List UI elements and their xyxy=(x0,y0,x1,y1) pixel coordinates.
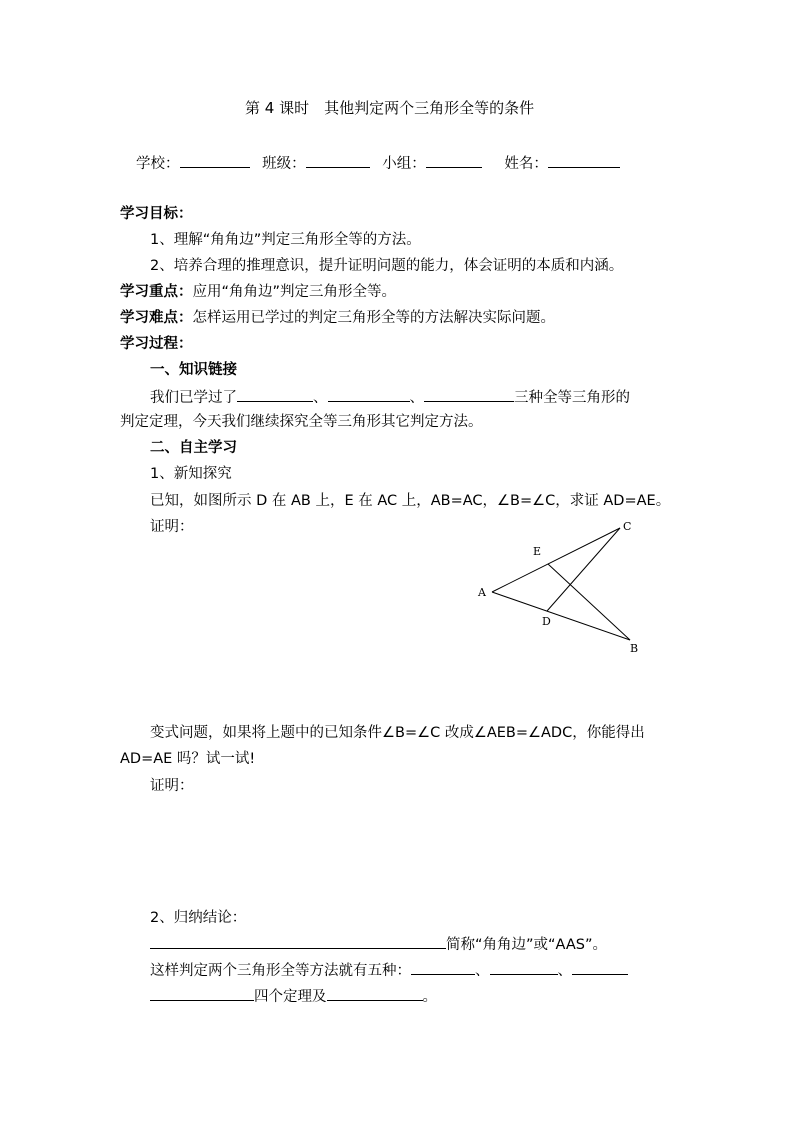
period: 。 xyxy=(422,989,437,1005)
name-blank[interactable] xyxy=(548,152,620,168)
difficulty-label: 学习难点： xyxy=(120,310,193,326)
class-label: 班级： xyxy=(262,156,306,172)
triangle-figure xyxy=(470,512,650,662)
sep: 、 xyxy=(409,390,424,406)
key-point xyxy=(120,282,396,302)
conclusion-line3 xyxy=(150,985,437,1007)
point-label-b: B xyxy=(630,642,639,655)
class-blank[interactable] xyxy=(306,152,370,168)
four-theorems-text: 四个定理及 xyxy=(254,989,327,1005)
point-label-e: E xyxy=(533,545,542,558)
segment-ab xyxy=(492,592,630,640)
header-fields xyxy=(136,152,620,174)
process-heading: 学习过程： xyxy=(120,336,193,352)
knowledge-link-suffix: 三种全等三角形的 xyxy=(514,390,630,406)
point-label-d: D xyxy=(542,615,551,628)
conclusion-line1 xyxy=(150,933,607,955)
point-label-a: A xyxy=(478,586,486,599)
key-point-text: 应用“角角边”判定三角形全等。 xyxy=(192,284,397,300)
difficulty xyxy=(120,308,555,328)
method-blank-1[interactable] xyxy=(411,959,475,975)
method-blank-2[interactable] xyxy=(490,959,558,975)
five-methods-prefix: 这样判定两个三角形全等方法就有五种： xyxy=(150,963,411,979)
knowledge-link-prefix: 我们已学过了 xyxy=(150,390,237,406)
school-blank[interactable] xyxy=(180,152,250,168)
group-label: 小组： xyxy=(382,156,426,172)
sub-heading-explore: 1、新知探究 xyxy=(150,466,232,482)
theorem-blank-2[interactable] xyxy=(328,386,410,402)
group-blank[interactable] xyxy=(426,152,482,168)
knowledge-link-line1 xyxy=(150,386,630,408)
sub-heading-conclusion: 2、归纳结论： xyxy=(150,910,247,926)
point-label-c: C xyxy=(623,520,632,533)
given-statement: 已知，如图所示 D 在 AB 上，E 在 AC 上，AB=AC，∠B=∠C，求证 AD=AE。 xyxy=(150,493,671,509)
proof-label: 证明： xyxy=(150,519,194,535)
theorem-blank-3[interactable] xyxy=(424,386,514,402)
objectives-heading: 学习目标： xyxy=(120,206,193,222)
page-title: 第 4 课时 其他判定两个三角形全等的条件 xyxy=(245,99,535,117)
sep: 、 xyxy=(475,963,490,979)
difficulty-text: 怎样运用已学过的判定三角形全等的方法解决实际问题。 xyxy=(192,310,555,326)
segment-be xyxy=(548,564,630,640)
theorem-blank-1[interactable] xyxy=(237,386,313,402)
knowledge-link-line2: 判定定理，今天我们继续探究全等三角形其它判定方法。 xyxy=(120,414,483,430)
variant-question-line1: 变式问题，如果将上题中的已知条件∠B=∠C 改成∠AEB=∠ADC，你能得出 xyxy=(150,725,645,741)
objective-item-1: 1、理解“角角边”判定三角形全等的方法。 xyxy=(150,232,421,248)
objective-item-2: 2、培养合理的推理意识，提升证明问题的能力，体会证明的本质和内涵。 xyxy=(150,258,624,274)
method-blank-3[interactable] xyxy=(572,959,628,975)
conclusion-blank[interactable] xyxy=(150,933,446,949)
conclusion-line2 xyxy=(150,959,628,981)
section2-heading: 二、自主学习 xyxy=(150,440,237,456)
segment-cd xyxy=(547,528,620,611)
sep: 、 xyxy=(313,390,328,406)
school-label: 学校： xyxy=(136,156,180,172)
method-blank-4[interactable] xyxy=(150,985,254,1001)
name-label: 姓名： xyxy=(504,156,548,172)
key-point-label: 学习重点： xyxy=(120,284,193,300)
variant-question-line2: AD=AE 吗？试一试! xyxy=(120,751,256,767)
proof-label-2: 证明： xyxy=(150,778,194,794)
conclusion-suffix: 简称“角角边”或“AAS”。 xyxy=(446,937,607,953)
sep: 、 xyxy=(557,963,572,979)
method-blank-5[interactable] xyxy=(327,985,423,1001)
segment-ac xyxy=(492,528,620,592)
section1-heading: 一、知识链接 xyxy=(150,362,237,378)
